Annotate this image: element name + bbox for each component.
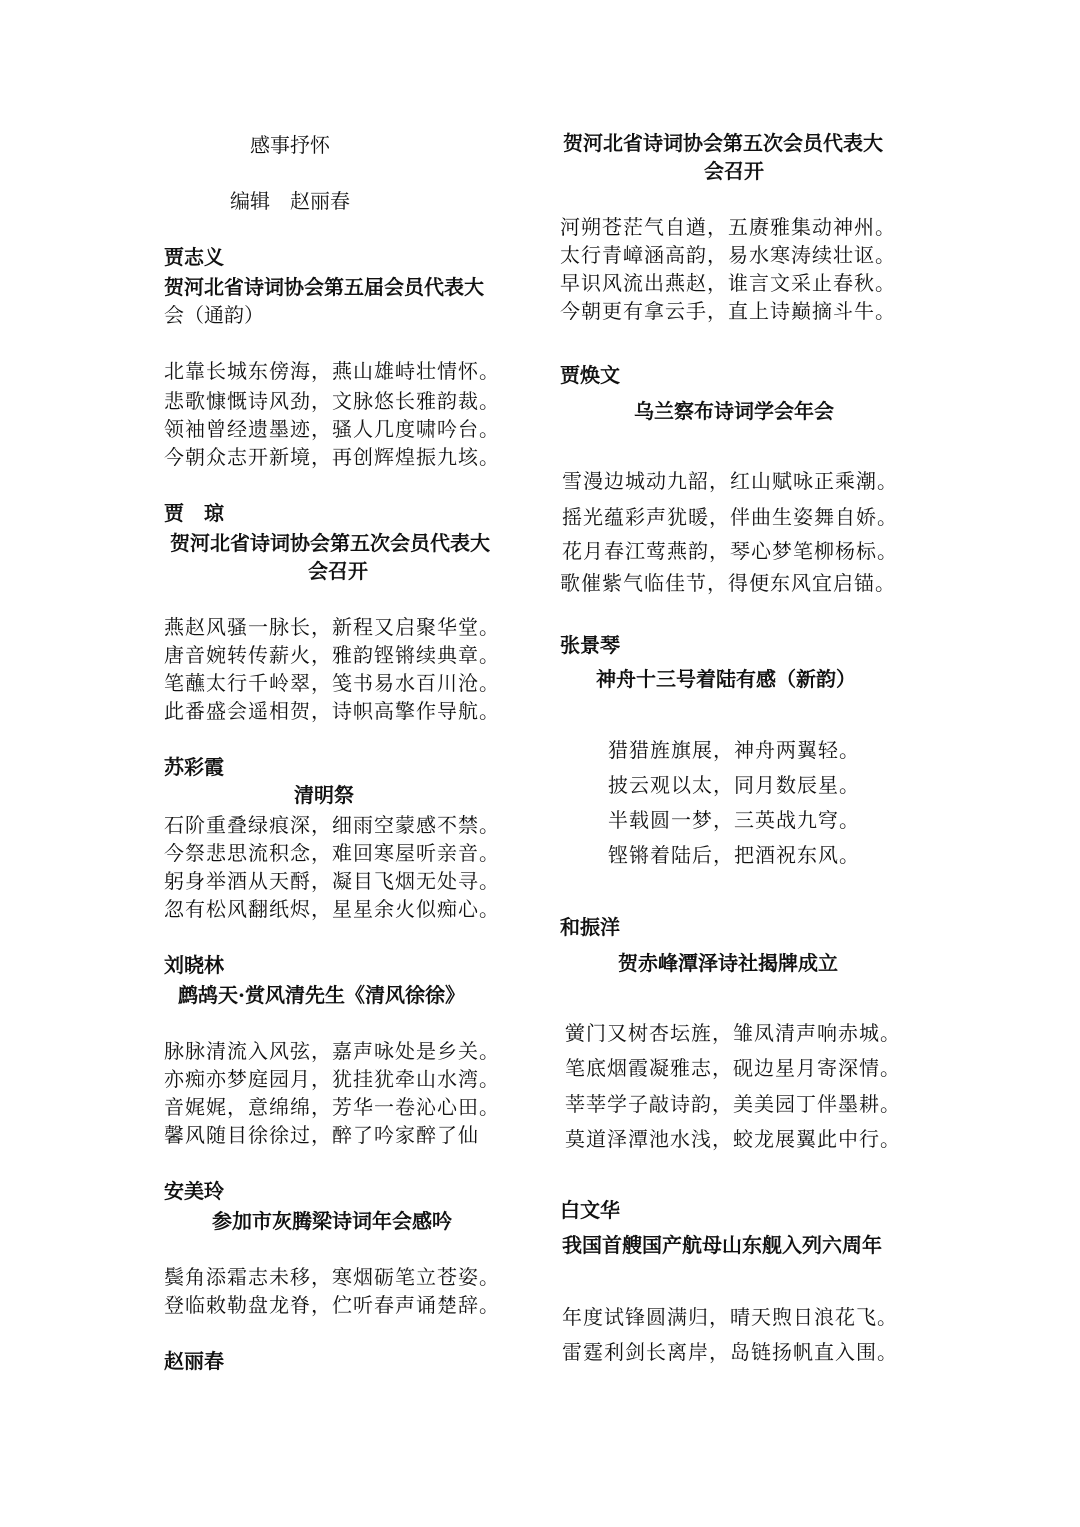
poem-author: 贾 琼 <box>164 501 224 525</box>
poem-author: 苏彩霞 <box>164 755 224 779</box>
poem-line: 燕赵风骚一脉长，新程又启聚华堂。 <box>164 615 500 639</box>
poem-line: 太行青嶂涵高韵，易水寒涛续壮讴。 <box>560 243 896 267</box>
poem-line: 莫道泽潭池水浅，蛟龙展翼此中行。 <box>565 1127 901 1151</box>
poem-line: 铿锵着陆后，把酒祝东风。 <box>608 843 860 867</box>
poem-title: 乌兰察布诗词学会年会 <box>634 399 834 423</box>
poem-title: 参加市灰腾梁诗词年会感吟 <box>212 1209 452 1233</box>
poem-title: 贺河北省诗词协会第五届会员代表大 <box>164 275 484 299</box>
poem-title: 会召开 <box>308 559 368 583</box>
poem-line: 石阶重叠绿痕深，细雨空蒙感不禁。 <box>164 813 500 837</box>
poem-author: 贾焕文 <box>560 363 620 387</box>
poem-author: 刘晓林 <box>164 953 224 977</box>
poem-author: 张景琴 <box>560 633 620 657</box>
poem-line: 领袖曾经遗墨迹，骚人几度啸吟台。 <box>164 417 500 441</box>
poem-title: 贺赤峰潭泽诗社揭牌成立 <box>618 951 838 975</box>
poem-title: 会召开 <box>704 159 764 183</box>
poem-title: 清明祭 <box>294 783 354 807</box>
poem-line: 年度试锋圆满归，晴天煦日浪花飞。 <box>562 1305 898 1329</box>
column-title: 感事抒怀 <box>250 133 330 157</box>
poem-line: 悲歌慷慨诗风劲，文脉悠长雅韵裁。 <box>164 389 500 413</box>
poem-author: 贾志义 <box>164 245 224 269</box>
poem-line: 登临敕勒盘龙脊，伫听春声诵楚辞。 <box>164 1293 500 1317</box>
poem-author: 安美玲 <box>164 1179 224 1203</box>
poem-title: 会（通韵） <box>164 303 264 327</box>
poem-line: 摇光蕴彩声犹暖，伴曲生姿舞自娇。 <box>562 505 898 529</box>
editor-line: 编辑 赵丽春 <box>230 189 350 213</box>
poem-line: 莘莘学子敲诗韵，美美园丁伴墨耕。 <box>565 1092 901 1116</box>
poem-line: 笔蘸太行千岭翠，笺书易水百川沧。 <box>164 671 500 695</box>
poem-line: 今朝更有拿云手，直上诗巅摘斗牛。 <box>560 299 896 323</box>
poem-line: 音娓娓，意绵绵，芳华一卷沁心田。 <box>164 1095 500 1119</box>
poem-title: 鹧鸪天·赏风清先生《清风徐徐》 <box>178 983 465 1007</box>
poem-title: 我国首艘国产航母山东舰入列六周年 <box>562 1233 882 1257</box>
poem-line: 歌催紫气临佳节，得便东风宜启锚。 <box>560 571 896 595</box>
poem-line: 躬身举酒从天酹，凝目飞烟无处寻。 <box>164 869 500 893</box>
poem-line: 早识风流出燕赵，谁言文采止春秋。 <box>560 271 896 295</box>
poem-line: 此番盛会遥相贺，诗帜高擎作导航。 <box>164 699 500 723</box>
poem-title: 贺河北省诗词协会第五次会员代表大 <box>563 131 883 155</box>
poem-line: 猎猎旌旗展，神舟两翼轻。 <box>608 738 860 762</box>
poem-line: 今祭悲思流积念，难回寒屋听亲音。 <box>164 841 500 865</box>
poem-line: 馨风随目徐徐过，醉了吟家醉了仙 <box>164 1123 479 1147</box>
poem-line: 笔底烟霞凝雅志，砚边星月寄深情。 <box>565 1056 901 1080</box>
poem-author: 白文华 <box>560 1198 620 1222</box>
poem-line: 脉脉清流入风弦，嘉声咏处是乡关。 <box>164 1039 500 1063</box>
poem-line: 半载圆一梦，三英战九穹。 <box>608 808 860 832</box>
poem-line: 雪漫边城动九韶，红山赋咏正乘潮。 <box>562 469 898 493</box>
poem-line: 唐音婉转传薪火，雅韵铿锵续典章。 <box>164 643 500 667</box>
poem-line: 亦痴亦梦庭园月，犹挂犹牵山水湾。 <box>164 1067 500 1091</box>
poem-line: 披云观以太，同月数辰星。 <box>608 773 860 797</box>
poem-author: 赵丽春 <box>164 1349 224 1373</box>
poem-title: 神舟十三号着陆有感（新韵） <box>596 667 856 691</box>
poem-line: 北靠长城东傍海，燕山雄峙壮情怀。 <box>164 359 500 383</box>
poem-title: 贺河北省诗词协会第五次会员代表大 <box>170 531 490 555</box>
poem-author: 和振洋 <box>560 915 620 939</box>
poem-line: 鬓角添霜志未移，寒烟砺笔立苍姿。 <box>164 1265 500 1289</box>
poem-line: 黉门又树杏坛旌，雏凤清声响赤城。 <box>565 1021 901 1045</box>
poem-line: 河朔苍茫气自遒，五赓雅集动神州。 <box>560 215 896 239</box>
poem-line: 忽有松风翻纸烬，星星余火似痴心。 <box>164 897 500 921</box>
poem-line: 今朝众志开新境，再创辉煌振九垓。 <box>164 445 500 469</box>
poem-line: 雷霆利剑长离岸，岛链扬帆直入围。 <box>562 1340 898 1364</box>
poem-line: 花月春江莺燕韵，琴心梦笔柳杨标。 <box>562 539 898 563</box>
